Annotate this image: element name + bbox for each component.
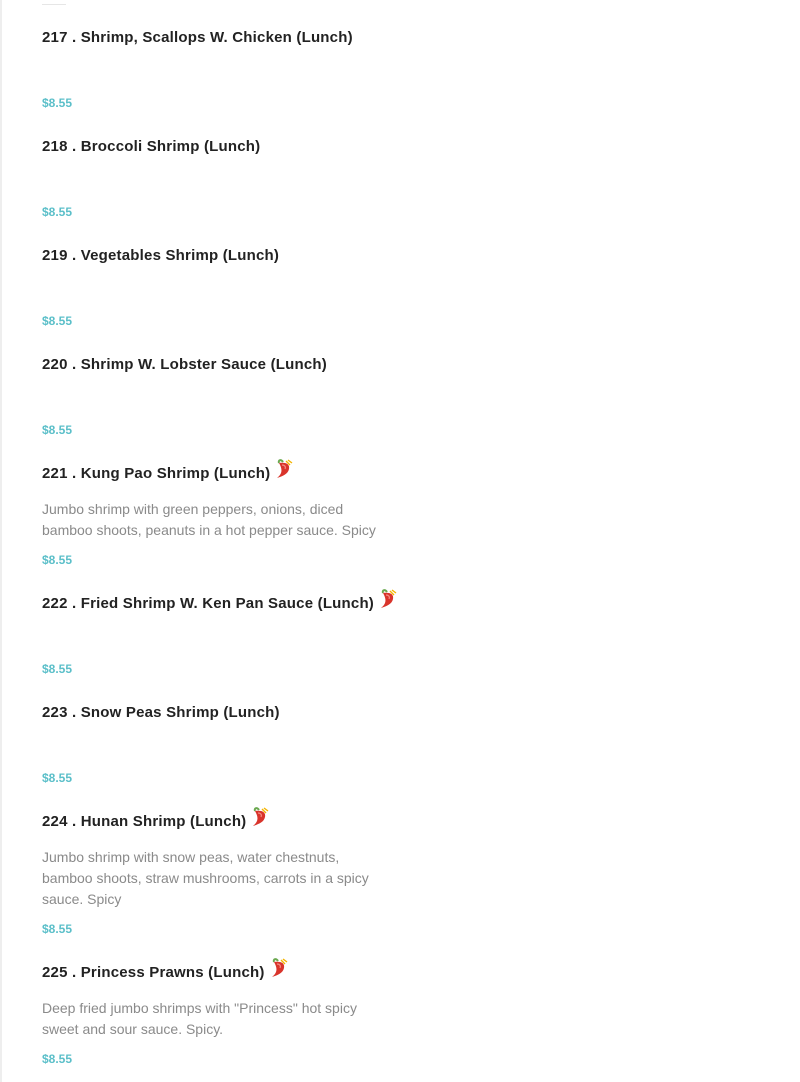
menu-item-219[interactable] bbox=[42, 246, 402, 266]
menu-item-222[interactable] bbox=[42, 594, 402, 614]
menu-item-title[interactable]: 222 . Fried Shrimp W. Ken Pan Sauce (Lunch) bbox=[42, 594, 402, 614]
menu-item-price: $8.55 bbox=[42, 96, 73, 110]
menu-item-price: $8.55 bbox=[42, 423, 73, 437]
menu-item-price: $8.55 bbox=[42, 922, 73, 936]
menu-item-title[interactable]: 218 . Broccoli Shrimp (Lunch) bbox=[42, 138, 261, 155]
menu-item-title[interactable]: 219 . Vegetables Shrimp (Lunch) bbox=[42, 247, 280, 264]
menu-item-217[interactable] bbox=[42, 28, 402, 48]
menu-item-218[interactable] bbox=[42, 137, 402, 157]
menu-item-title[interactable]: 221 . Kung Pao Shrimp (Lunch) bbox=[42, 464, 402, 484]
menu-item-title[interactable]: 225 . Princess Prawns (Lunch) bbox=[42, 963, 402, 983]
previous-item-divider bbox=[42, 0, 66, 5]
chili-pepper-icon bbox=[269, 958, 291, 978]
menu-item-title[interactable]: 217 . Shrimp, Scallops W. Chicken (Lunch) bbox=[42, 29, 353, 46]
menu-item-title[interactable]: 224 . Hunan Shrimp (Lunch) bbox=[42, 812, 402, 832]
menu-item-221[interactable] bbox=[42, 464, 402, 541]
menu-item-price: $8.55 bbox=[42, 1052, 73, 1066]
menu-item-price: $8.55 bbox=[42, 662, 73, 676]
menu-item-220[interactable] bbox=[42, 355, 402, 375]
menu-item-title[interactable]: 223 . Snow Peas Shrimp (Lunch) bbox=[42, 704, 280, 721]
menu-item-224[interactable] bbox=[42, 812, 402, 910]
chili-pepper-icon bbox=[378, 589, 400, 609]
menu-item-price: $8.55 bbox=[42, 314, 73, 328]
menu-item-title[interactable]: 220 . Shrimp W. Lobster Sauce (Lunch) bbox=[42, 356, 327, 373]
menu-item-description: Jumbo shrimp with snow peas, water chestnuts, bamboo shoots, straw mushrooms, carrots in a spicy sauce. Spicy bbox=[42, 849, 369, 907]
menu-item-description: Jumbo shrimp with green peppers, onions, diced bamboo shoots, peanuts in a hot pepper sauce. Spicy bbox=[42, 501, 376, 538]
menu-item-description: Deep fried jumbo shrimps with "Princess" hot spicy sweet and sour sauce. Spicy. bbox=[42, 1000, 357, 1037]
menu-item-225[interactable] bbox=[42, 963, 402, 1040]
chili-pepper-icon bbox=[274, 459, 296, 479]
menu-item-price: $8.55 bbox=[42, 553, 73, 567]
menu-item-price: $8.55 bbox=[42, 771, 73, 785]
menu-item-price: $8.55 bbox=[42, 205, 73, 219]
menu-item-223[interactable] bbox=[42, 703, 402, 723]
chili-pepper-icon bbox=[250, 807, 272, 827]
